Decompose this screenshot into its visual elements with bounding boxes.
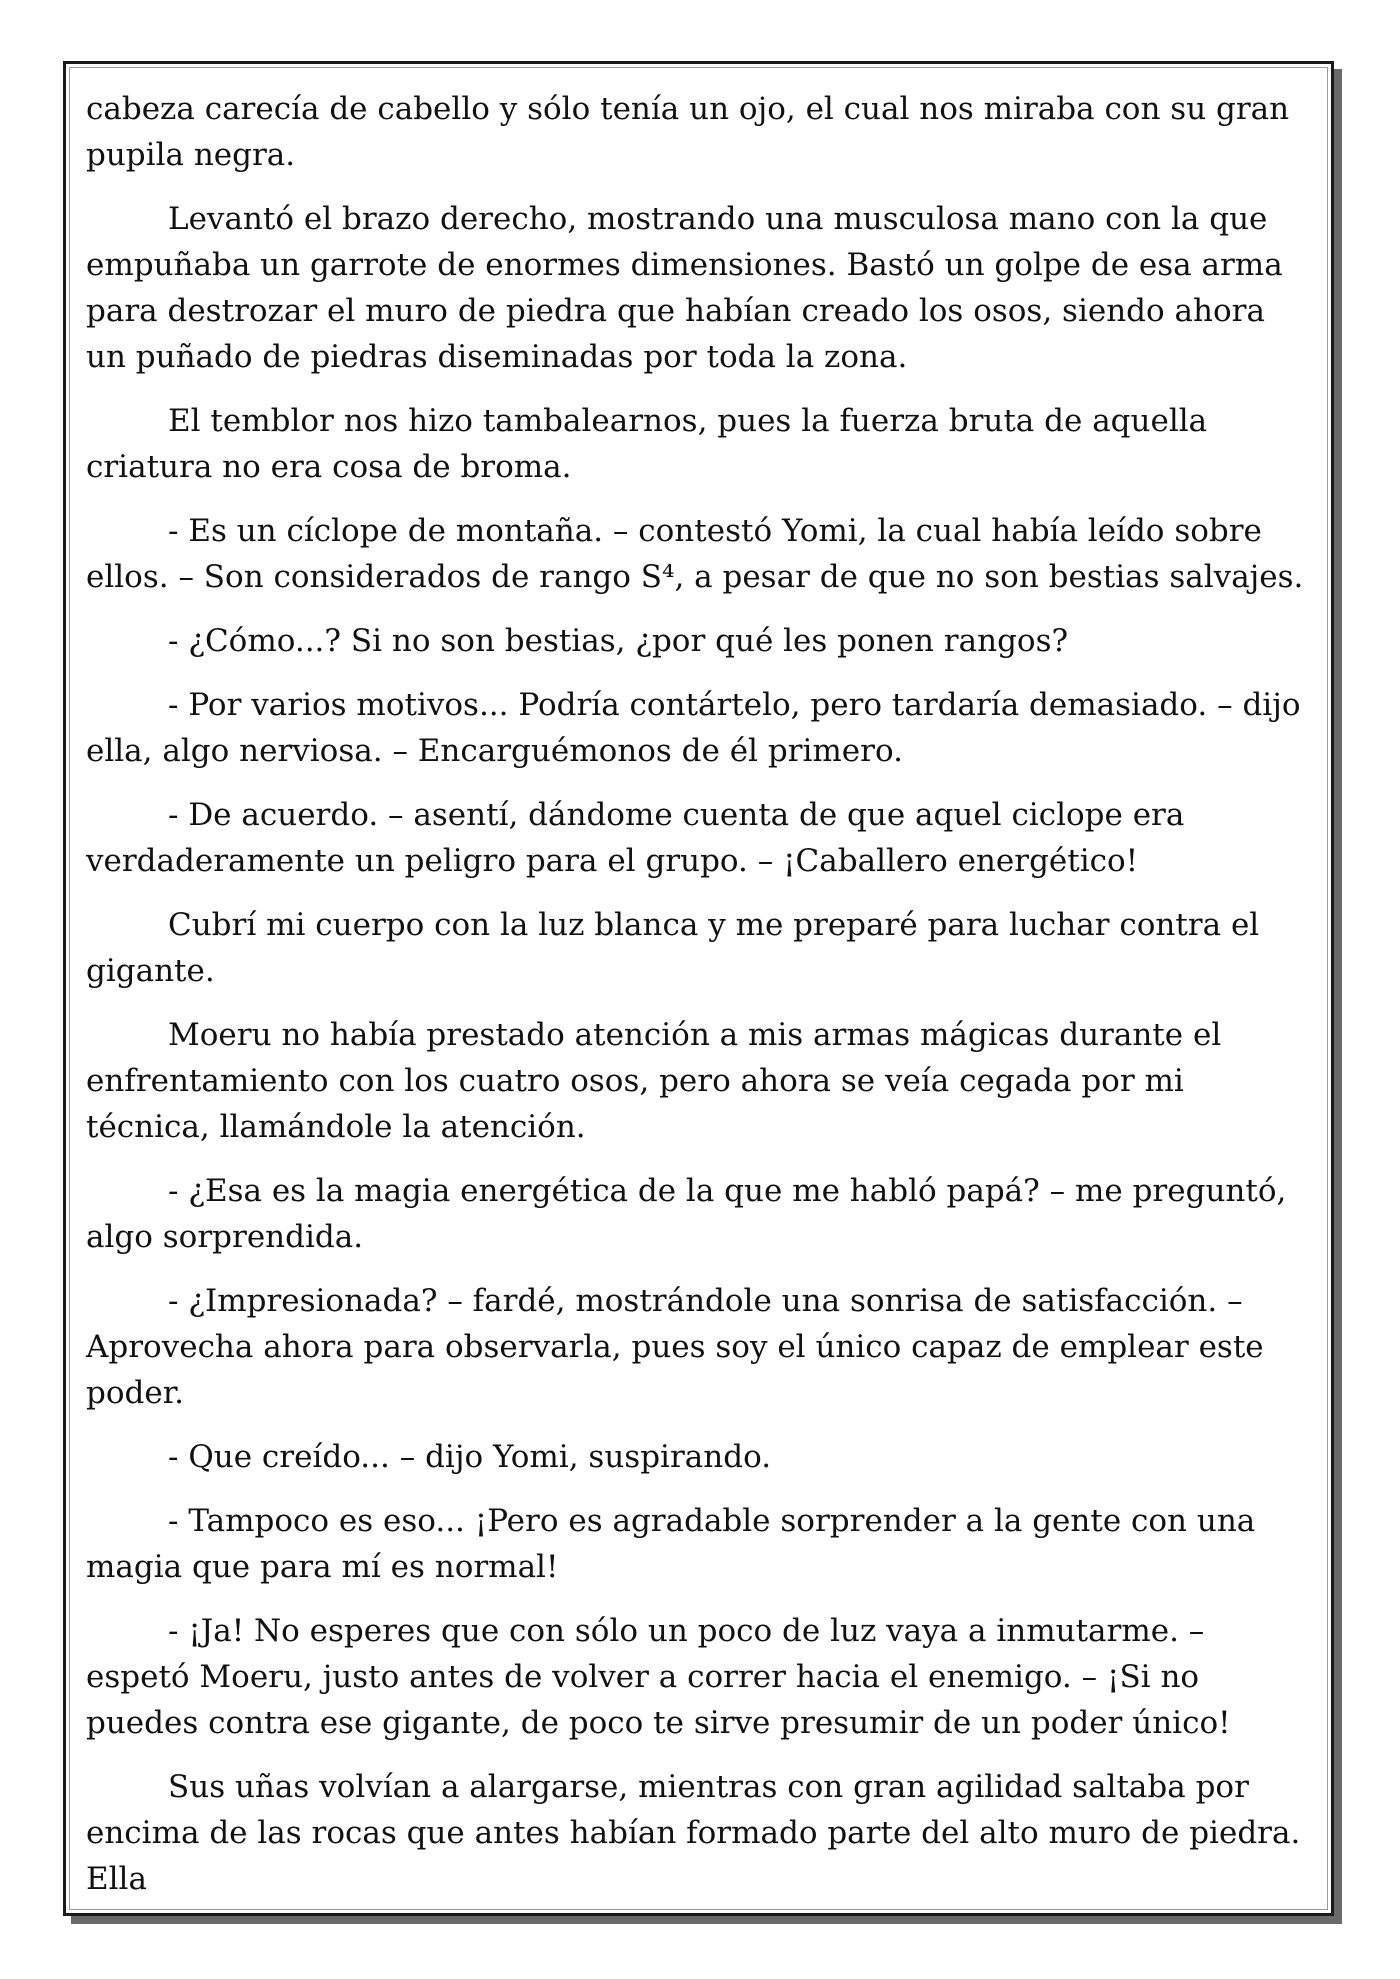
paragraph: - ¿Esa es la magia energética de la que me habló papá? – me preguntó, algo sorprendida. xyxy=(86,1173,1287,1255)
paragraph: - Es un cíclope de montaña. – contestó Yomi, la cual había leído sobre ellos. – Son considerados de rango S⁴, a pesar de que no son bestias salvajes. xyxy=(86,513,1304,595)
paragraph: Levantó el brazo derecho, mostrando una musculosa mano con la que empuñaba un garrote de enormes dimensiones. Bastó un golpe de esa arma para destrozar el muro de piedra que habían creado los osos, siendo ahora un puñado de piedras diseminadas por toda la zona. xyxy=(86,201,1283,375)
paragraph: El temblor nos hizo tambalearnos, pues la fuerza bruta de aquella criatura no era cosa de broma. xyxy=(86,403,1208,485)
paragraph: - ¿Cómo...? Si no son bestias, ¿por qué les ponen rangos? xyxy=(168,623,1069,659)
document-body xyxy=(86,86,1311,1920)
paragraph: - Tampoco es eso... ¡Pero es agradable sorprender a la gente con una magia que para mí es normal! xyxy=(86,1503,1256,1585)
paragraph: Cubrí mi cuerpo con la luz blanca y me preparé para luchar contra el gigante. xyxy=(86,907,1260,989)
paragraph: Moeru no había prestado atención a mis armas mágicas durante el enfrentamiento con los cuatro osos, pero ahora se veía cegada por mi técnica, llamándole la atención. xyxy=(86,1017,1222,1145)
paragraph: - Por varios motivos... Podría contártelo, pero tardaría demasiado. – dijo ella, algo nerviosa. – Encarguémonos de él primero. xyxy=(86,687,1301,769)
paragraph: - Que creído... – dijo Yomi, suspirando. xyxy=(168,1439,772,1475)
paragraph: - ¿Impresionada? – fardé, mostrándole una sonrisa de satisfacción. – Aprovecha ahora para observarla, pues soy el único capaz de emplear este poder. xyxy=(86,1283,1264,1411)
paragraph: - De acuerdo. – asentí, dándome cuenta de que aquel ciclope era verdaderamente un peligro para el grupo. – ¡Caballero energético! xyxy=(86,797,1185,879)
paragraph: - ¡Ja! No esperes que con sólo un poco de luz vaya a inmutarme. – espetó Moeru, justo antes de volver a correr hacia el enemigo. – ¡Si no puedes contra ese gigante, de poco te sirve presumir de un poder único! xyxy=(86,1613,1231,1741)
paragraph: cabeza carecía de cabello y sólo tenía un ojo, el cual nos miraba con su gran pupila negra. xyxy=(86,91,1290,173)
paragraph: Sus uñas volvían a alargarse, mientras con gran agilidad saltaba por encima de las rocas que antes habían formado parte del alto muro de piedra. Ella xyxy=(86,1769,1301,1897)
page-frame xyxy=(63,61,1334,1916)
